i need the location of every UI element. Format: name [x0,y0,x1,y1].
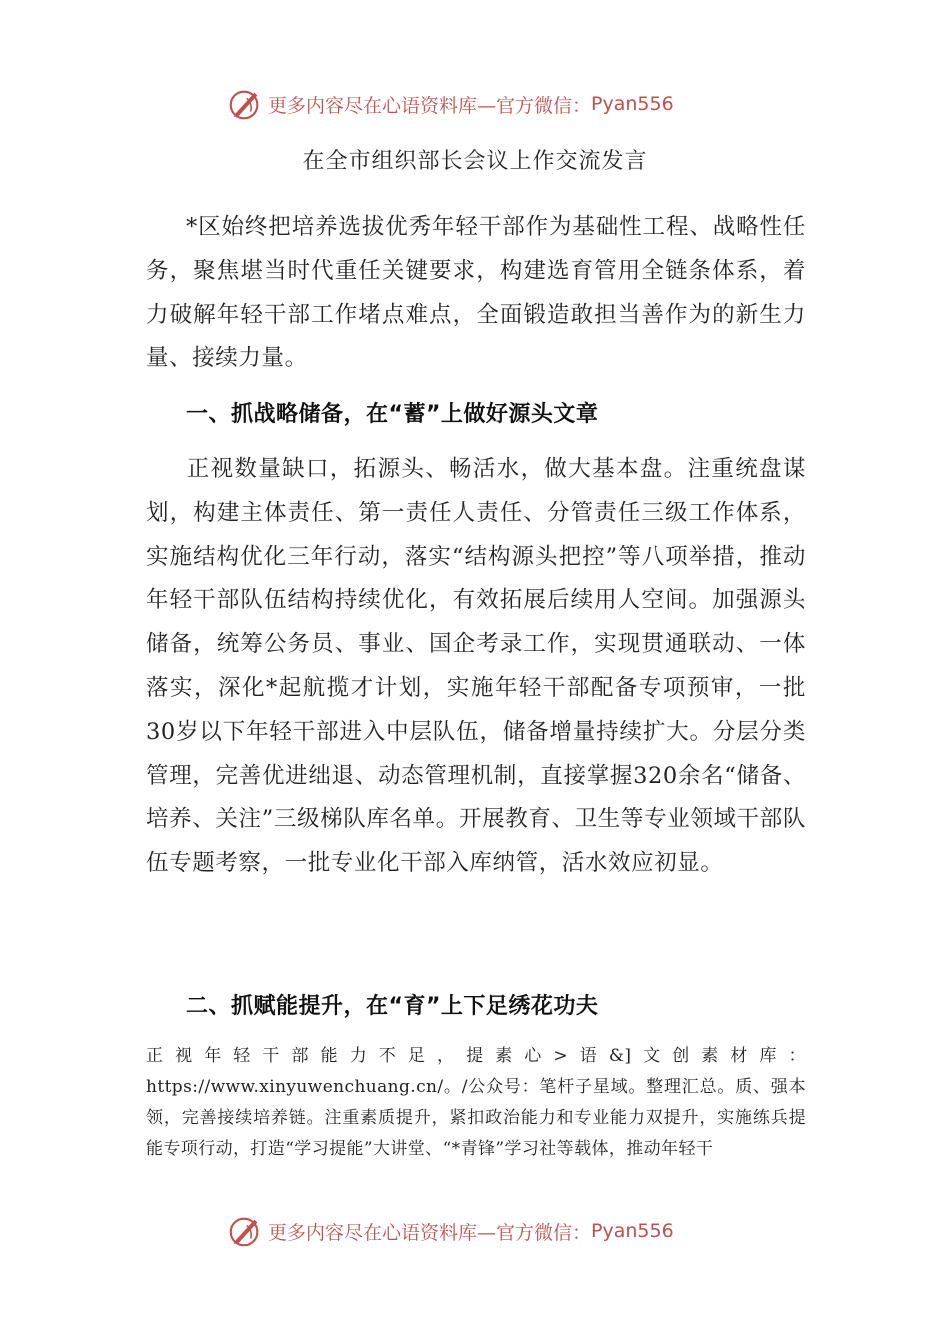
document-title: 在全市组织部长会议上作交流发言 [302,149,648,174]
banner-text: 更多内容尽在心语资料库—官方微信： [268,94,592,117]
section-2-heading: 二、抓赋能提升，在“育”上下足绣花功夫 [186,994,599,1019]
banner-wechat-id: Pyan556 [591,1220,674,1242]
section-1-text: 正视数量缺口，拓源头、畅活水，做大基本盘。注重统盘谋划，构建主体责任、第一责任人责任、分管责任三级工作体系，实施结构优化三年行动，落实“结构源头把控”等八项举措，推动年轻干部队伍结构持续优化，有效拓展后续用人空间。加强源头储备，统筹公务员、事业、国企考录工作，实现贯通联动、一体落实，深化*起航揽才计划，实施年轻干部配备专项预审，一批30岁以下年轻干部进入中层队伍，储备增量持续扩大。分层分类管理，完善优进绌退、动态管理机制，直接掌握320余名“储备、培养、关注”三级梯队库名单。开展教育、卫生等专业领域干部队伍专题考察，一批专业化干部入库纳管，活水效应初显。 [146,456,806,877]
intro-text: *区始终把培养选拔优秀年轻干部作为基础性工程、战略性任务，聚焦堪当时代重任关键要求，构建选育管用全链条体系，着力破解年轻干部工作堵点难点，全面锻造敢担当善作为的新生力量、接续力量。 [146,214,806,372]
section-1-heading: 一、抓战略储备，在“蓄”上做好源头文章 [186,402,599,427]
banner-text: 更多内容尽在心语资料库—官方微信： [268,1221,592,1244]
banner-wechat-id: Pyan556 [591,93,674,115]
pen-logo-icon [226,1212,264,1250]
footer-watermark-banner [226,1211,726,1251]
section-1-paragraph [146,448,806,886]
pen-logo-icon [226,85,264,123]
section-2-text: 正视年轻干部能力不足，提素心>语&]文创素材库：https://www.xinyuwenchuang.cn/。/公众号：笔杆子星域。整理汇总。质、强本领，完善接续培养链。注重素质提升，紧扣政治能力和专业能力双提升，实施练兵提能专项行动，打造“学习提能”大讲堂、“*青锋”学习社等载体，推动年轻干 [146,1046,806,1159]
header-watermark-banner [226,84,726,124]
intro-paragraph [146,206,806,381]
section-2-paragraph [146,1041,806,1165]
